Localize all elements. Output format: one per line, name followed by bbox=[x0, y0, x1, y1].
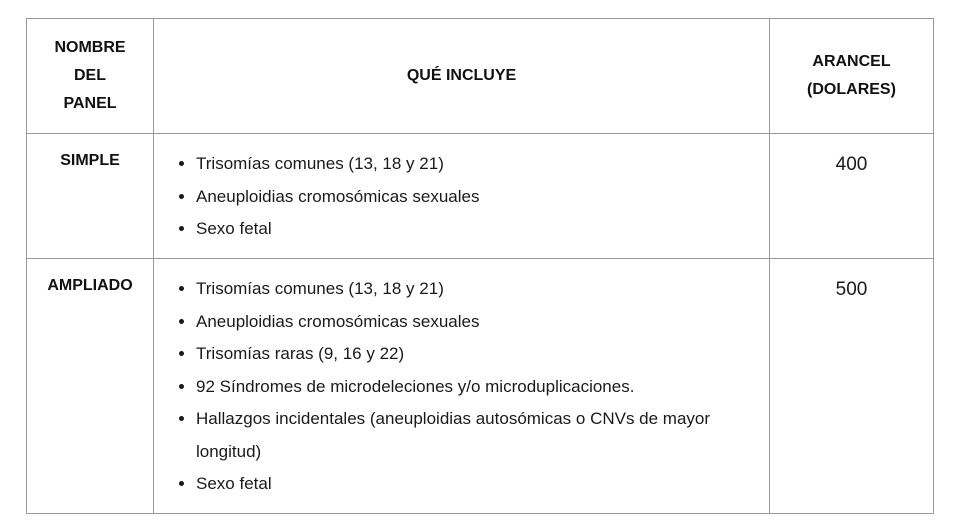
header-fee-line: ARANCEL bbox=[812, 53, 891, 70]
includes-list bbox=[154, 273, 749, 501]
list-item: • 92 Síndromes de microdeleciones y/o microduplicaciones. bbox=[196, 371, 749, 404]
header-fee bbox=[770, 19, 934, 134]
header-panel-name-line: DEL bbox=[74, 67, 106, 84]
fee-ampliado: 500 bbox=[770, 259, 934, 514]
list-item: • Sexo fetal bbox=[196, 213, 749, 246]
list-item: • Trisomías comunes (13, 18 y 21) bbox=[196, 148, 749, 181]
header-panel-name-line: NOMBRE bbox=[54, 39, 126, 56]
list-item: • Trisomías raras (9, 16 y 22) bbox=[196, 338, 749, 371]
header-fee-line: (DOLARES) bbox=[807, 81, 896, 98]
table-header bbox=[27, 19, 934, 134]
header-row bbox=[27, 19, 934, 134]
table-row bbox=[27, 259, 934, 514]
table-row bbox=[27, 134, 934, 259]
fee-simple: 400 bbox=[770, 134, 934, 259]
list-item: • Sexo fetal bbox=[196, 468, 749, 501]
table-body bbox=[27, 134, 934, 514]
header-panel-name bbox=[27, 19, 154, 134]
list-item: • Trisomías comunes (13, 18 y 21) bbox=[196, 273, 749, 306]
panel-pricing-table bbox=[26, 18, 934, 514]
panel-name-simple: SIMPLE bbox=[27, 134, 154, 259]
list-item: • Hallazgos incidentales (aneuploidias autosómicas o CNVs de mayor longitud) bbox=[196, 403, 749, 468]
header-includes: QUÉ INCLUYE bbox=[154, 19, 770, 134]
list-item: • Aneuploidias cromosómicas sexuales bbox=[196, 181, 749, 214]
includes-cell bbox=[154, 134, 770, 259]
header-panel-name-line: PANEL bbox=[63, 95, 117, 112]
list-item: • Aneuploidias cromosómicas sexuales bbox=[196, 306, 749, 339]
includes-list bbox=[154, 148, 749, 246]
panel-name-ampliado: AMPLIADO bbox=[27, 259, 154, 514]
includes-cell bbox=[154, 259, 770, 514]
